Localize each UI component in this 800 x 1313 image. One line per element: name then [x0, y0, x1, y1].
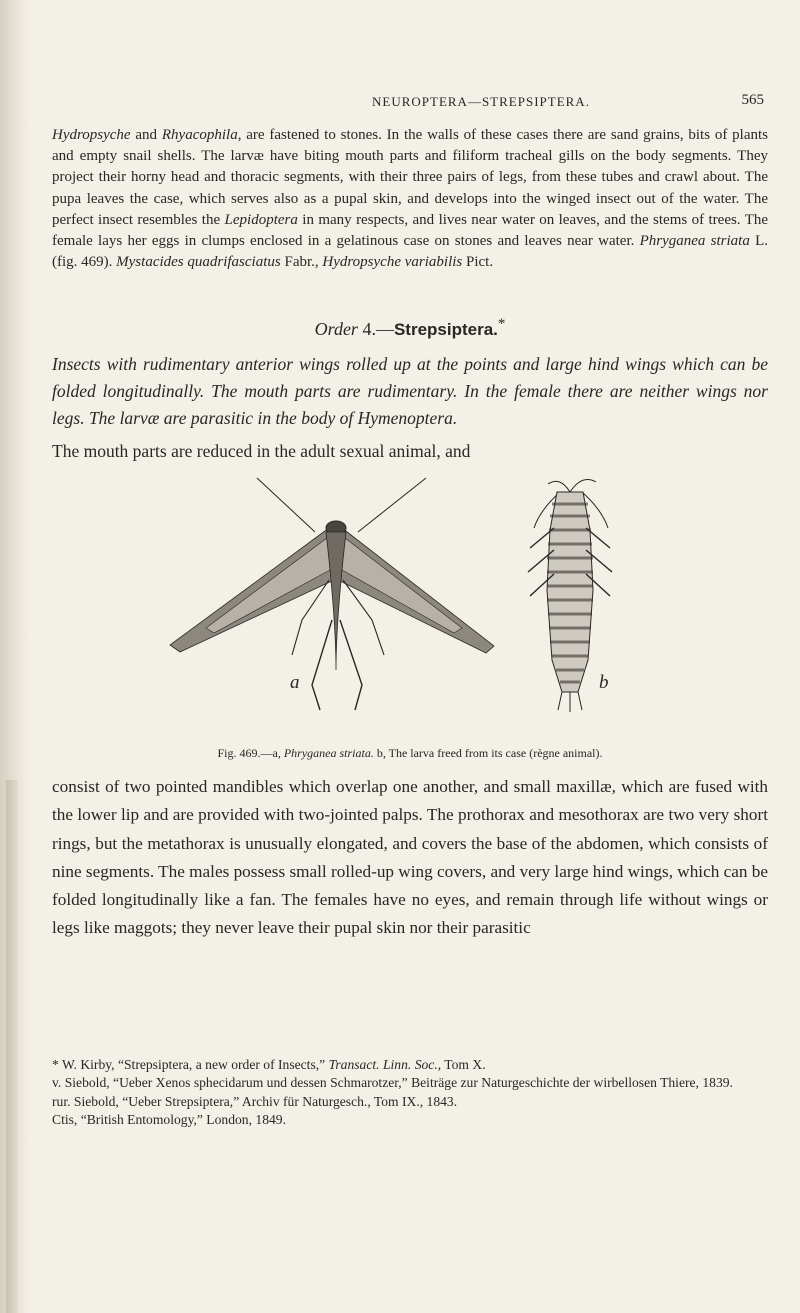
text-run: L. (fig. 469). — [52, 233, 768, 271]
running-title: NEUROPTERA—STREPSIPTERA. — [372, 94, 590, 109]
footnote-mark: * — [497, 316, 506, 332]
taxon-name: Lepidoptera — [224, 211, 298, 228]
footnote-siebold-1843: rur. Siebold, “Ueber Strepsiptera,” Archiv für Naturgesch., Tom IX., 1843. — [52, 1093, 458, 1109]
caption-rest: b, The larva freed from its case (règne animal). — [373, 746, 603, 760]
text-run: Pict. — [462, 254, 494, 271]
phryganea-adult-illustration — [170, 478, 494, 710]
footnote-journal: Transact. Linn. Soc. — [328, 1057, 438, 1072]
figure-caption — [52, 746, 768, 761]
paragraph-caddis-flies — [52, 125, 768, 273]
order-prefix: Order — [314, 319, 358, 339]
footnote-kirby — [52, 1056, 768, 1074]
order-number: 4.— — [357, 319, 394, 339]
taxon-name: Phryganea striata — [639, 233, 750, 250]
caption-prefix: Fig. 469.—a, — [217, 746, 284, 760]
page-edge-shadow — [0, 0, 30, 1313]
footnote-text: * W. Kirby, “Strepsiptera, a new order of Insects,” — [52, 1057, 329, 1072]
order-diagnosis: Insects with rudimentary anterior wings rolled up at the points and large hind wings which can be folded longitudinally. The mouth parts are rudimentary. In the female there are neither wings nor legs. The larvæ are parasitic in the body of Hymenoptera. — [52, 354, 768, 428]
text-run: in many respects, and lives near water on leaves, and the stems of trees. The female lays her eggs in clumps enclosed in a gelatinous case on stones and leaves near water. — [52, 211, 769, 250]
running-head — [52, 92, 768, 112]
text-run: , are fastened to stones. In the walls of these cases there are sand grains, bits of plants and empty snail shells. The larvæ have biting mouth parts and filiform tracheal gills on the body segments. They project their horny head and thoracic segments, with their three pairs of legs, from these tubes and crawl about. The pupa leaves the case, which serves also as a pupal skin, and develops into the winged insect out of the water. The perfect insect resembles the — [52, 127, 768, 228]
taxon-name: Hydropsyche variabilis — [322, 254, 463, 271]
figure-label-a: a — [290, 672, 300, 693]
figure-label-b: b — [599, 672, 609, 693]
footnotes — [52, 1056, 768, 1129]
order-name: Strepsiptera. — [393, 320, 498, 339]
taxon-name: Hydropsyche — [52, 127, 131, 143]
paragraph-strepsiptera-anatomy: consist of two pointed mandibles which overlap one another, and small maxillæ, which are fused with the lower lip and are provided with two-jointed palps. The prothorax and mesothorax are two very short rings, but the metathorax is unusually elongated, and covers the base of the abdomen, which consists of nine segments. The males possess small rolled-up wing covers, and very large hind wings, which can be folded longitudinally like a fan. The females have no eyes, and remain through life without wings or legs like maggots; they never leave their pupal skin nor their parasitic — [52, 777, 768, 938]
text-run: Fabr., — [280, 254, 323, 271]
order-heading — [52, 316, 768, 340]
paragraph-mouth-parts: The mouth parts are reduced in the adult sexual animal, and — [52, 441, 471, 461]
taxon-name: Rhyacophila — [161, 127, 238, 143]
footnote-siebold-1839: v. Siebold, “Ueber Xenos sphecidarum und dessen Schmarotzer,” Beiträge zur Naturgeschichte der wirbellosen Thiere, 1839. — [52, 1075, 733, 1091]
caption-species: Phryganea striata. — [283, 746, 374, 760]
taxon-name: Mystacides quadrifasciatus — [116, 254, 281, 271]
footnote-curtis: Ctis, “British Entomology,” London, 1849. — [52, 1111, 286, 1127]
page-number: 565 — [741, 92, 764, 108]
figure-469 — [162, 470, 682, 715]
footnote-text: , Tom X. — [437, 1057, 486, 1072]
text-run: and — [130, 127, 162, 143]
